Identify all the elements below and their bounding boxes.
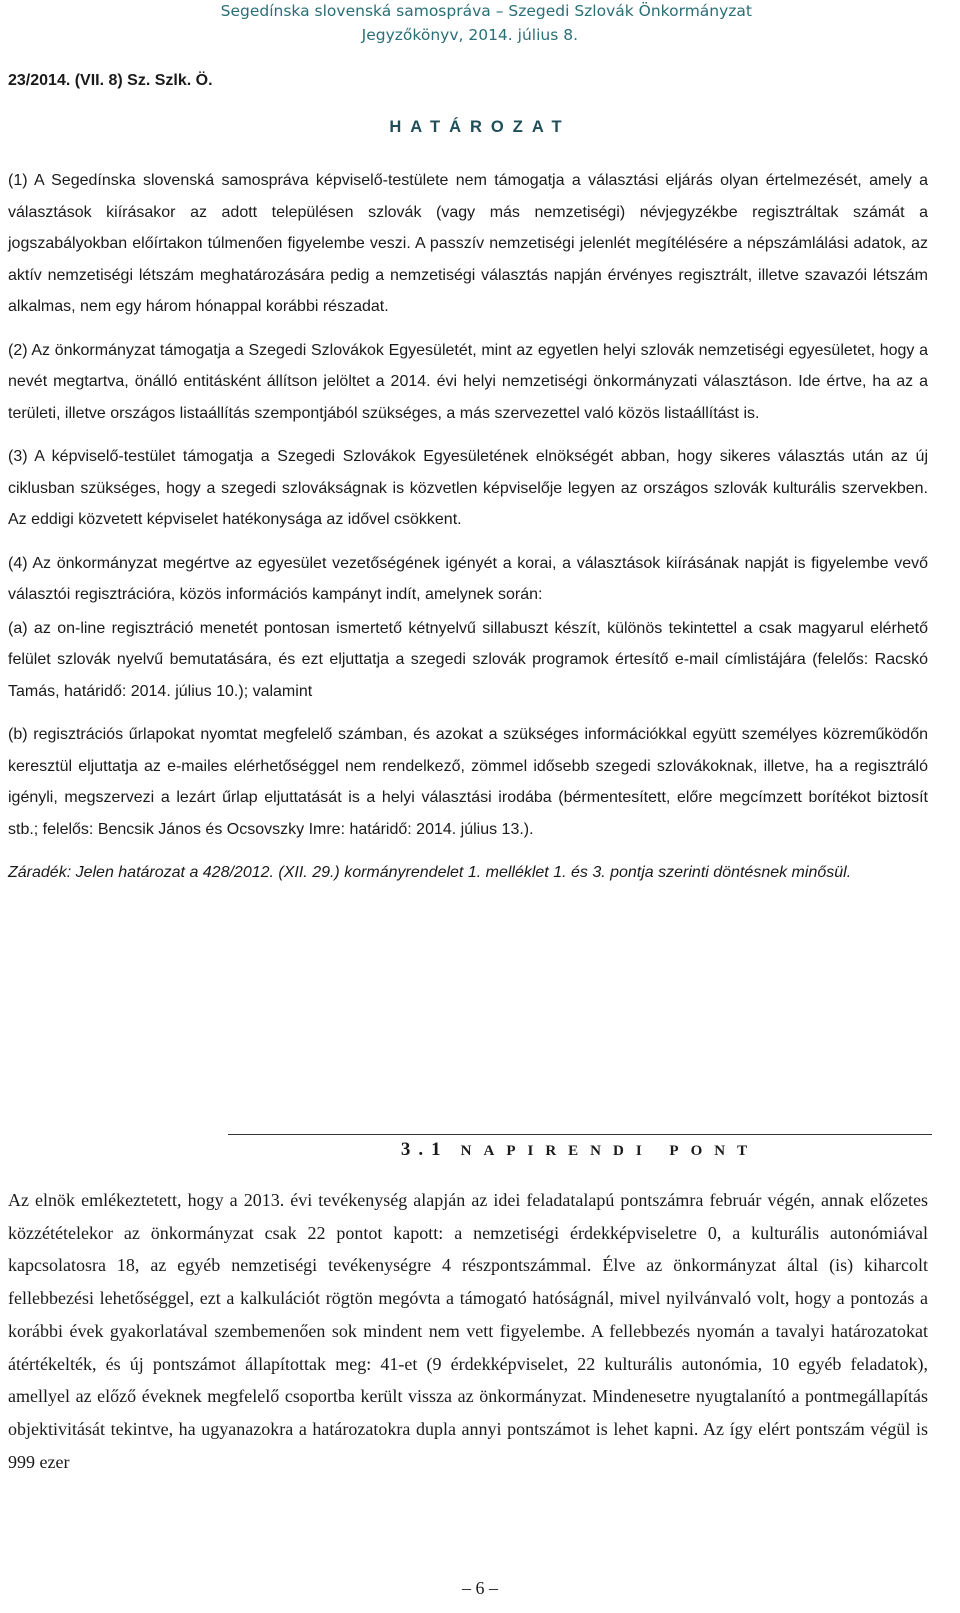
resolution-paragraph-3: (3) A képviselő-testület támogatja a Szegedi Szlovákok Egyesületének elnökségét abban, hogy sikeres választás után az új ciklusban szükséges, hogy a szegedi szlovákságnak is közvetlen képviselője legyen az országos szlovák kulturális szervekben. Az eddigi közvetett képviselet hatékonysága az idővel csökkent.: [8, 448, 928, 528]
section-divider: [228, 1134, 932, 1135]
resolution-clause: Záradék: Jelen határozat a 428/2012. (XII. 29.) kormányrendelet 1. melléklet 1. és 3. pontja szerinti döntésnek minősül.: [8, 864, 852, 881]
resolution-paragraph-4: (4) Az önkormányzat megértve az egyesület vezetőségének igényét a korai, a választások kiírásának napját is figyelembe vevő választói regisztrációra, közös információs kampányt indít, amelynek során:: [8, 554, 928, 603]
agenda-label: NAPIRENDI PONT: [460, 1143, 760, 1159]
resolution-paragraph-4a: (a) az on-line regisztráció menetét pontosan ismertető kétnyelvű sillabuszt készít, különös tekintettel a csak magyarul elérhető felület szlovák nyelvű bemutatására, és ezt eljuttatja a szegedi szlovák programok értesítő e-mail címlistájára (felelős: Racskó Tamás, határidő: 2014. július 10.); valamint: [8, 619, 928, 700]
page-number: – 6 –: [462, 1578, 498, 1598]
page-header: [0, 2, 752, 52]
resolution-title: HATÁROZAT: [389, 118, 571, 136]
resolution-body: [8, 165, 928, 901]
agenda-number: 3.1: [400, 1139, 449, 1160]
header-organization: Segedínska slovenská samospráva – Szegedi Szlovák Önkormányzat: [220, 2, 752, 20]
resolution-reference: 23/2014. (VII. 8) Sz. Szlk. Ö.: [8, 72, 213, 89]
resolution-paragraph-4b: (b) regisztrációs űrlapokat nyomtat megfelelő számban, és azokat a szükséges információkkal együtt személyes közreműködőn keresztül eljuttatja az e-mailes elérhetőséggel nem rendelkező, zömmel idősebb szegedi szlovákoknak, illetve, ha a regisztráló igényli, megszervezi a lezárt űrlap eljuttatását is a helyi választási irodába (bérmentesített, előre megcímzett borítékot biztosít stb.; felelős: Bencsik János és Ocsovszky Imre: határidő: 2014. július 13.).: [8, 726, 928, 838]
agenda-paragraph: Az elnök emlékeztetett, hogy a 2013. évi tevékenység alapján az idei feladatalapú pontszámra február végén, annak előzetes közzétételekor az önkormányzat csak 22 pontot kapott: a nemzetiségi érdekképviseletre 0, a kulturális autonómiával kapcsolatosra 18, az egyéb nemzetiségi tevékenységre 4 részpontszámmal. Élve az önkormányzat által (is) kiharcolt fellebbezési lehetőséggel, ezt a kalkulációt rögtön megóvta a támogató hatóságnál, mivel nyilvánvaló volt, hogy a pontozás a korábbi évek gyakorlatával szembemenően sok mindent nem vett figyelembe. A fellebbezés nyomán a tavalyi határozatokat átértékelték, és új pontszámot állapítottak meg: 41-et (9 érdekképviselet, 22 kulturális autonómia, 10 egyéb feladatok), amellyel az előző éveknek megfelelő csoportba került vissza az önkormányzat. Mindenesetre nyugtalanító a pontmegállapítás objektivitását tekintve, ha ugyanazokra a határozatokra dupla annyi pontszámot is lehet kapni. Az így elért pontszám végül is 999 ezer: [8, 1190, 928, 1472]
header-minutes-date: Jegyzőkönyv, 2014. július 8.: [361, 26, 578, 44]
resolution-paragraph-1: (1) A Segedínska slovenská samospráva képviselő-testülete nem támogatja a választási eljárás olyan értelmezését, amely a választások kiírásakor az adott településen szlovák (vagy más nemzetiségi) névjegyzékbe regisztráltak számát a jogszabályokban előírtakon túlmenően figyelembe veszi. A passzív nemzetiségi jelenlét megítélésére a népszámlálási adatok, az aktív nemzetiségi létszám meghatározására pedig a nemzetiségi választás napján érvényes regisztrált, illetve szavazói létszám alkalmas, nem egy három hónappal korábbi részadat.: [8, 172, 928, 315]
resolution-paragraph-2: (2) Az önkormányzat támogatja a Szegedi Szlovákok Egyesületét, mint az egyetlen helyi szlovák nemzetiségi egyesületet, hogy a nevét megtartva, önálló entitásként állítson jelöltet a 2014. évi helyi nemzetiségi önkormányzati választáson. Ide értve, ha az a területi, illetve országos listaállítás szempontjából szükséges, a más szervezettel való közös listaállítást is.: [8, 341, 928, 422]
agenda-heading: [228, 1139, 932, 1161]
